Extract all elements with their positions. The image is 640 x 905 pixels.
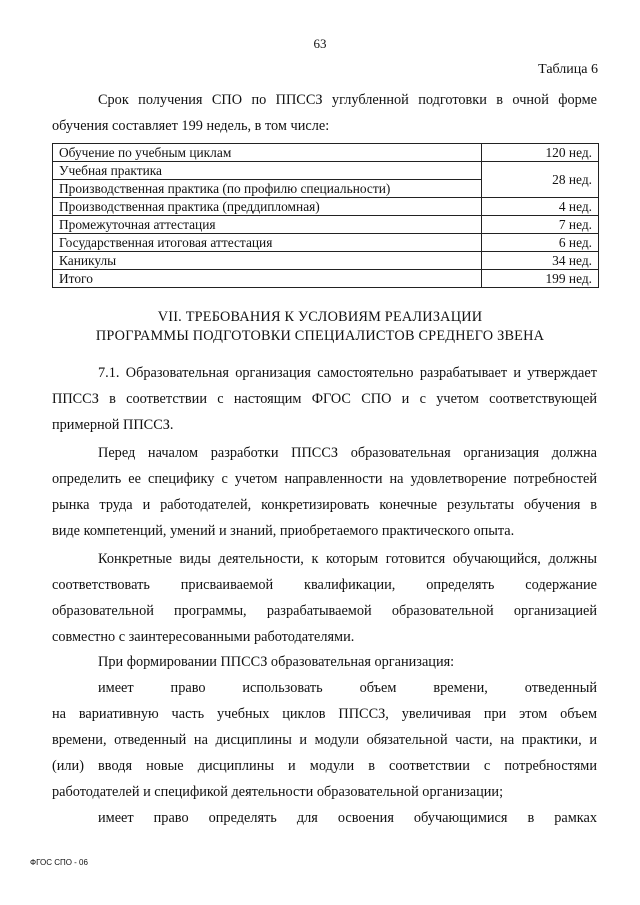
text-line: При формировании ППССЗ образовательная организация: [98, 654, 455, 670]
text-line: виде компетенций, умений и знаний, приобретаемого практического опыта. [52, 523, 515, 539]
text-line: рынка труда и работодателей, конкретизировать конечные результаты обучения в [52, 497, 597, 513]
table-6 [52, 143, 599, 288]
table-row [53, 252, 599, 270]
row-value: 28 нед. [482, 162, 599, 198]
row-value: 120 нед. [482, 144, 599, 162]
row-label: Производственная практика (преддипломная) [53, 198, 482, 216]
section-heading [0, 308, 640, 346]
text-line: совместно с заинтересованными работодателями. [52, 629, 355, 645]
table-row [53, 270, 599, 288]
text-line: определить ее специфику с учетом направленности на удовлетворение потребностей [52, 471, 597, 487]
text-line: соответствовать присваиваемой квалификации, определять содержание [52, 577, 597, 593]
table-row [53, 216, 599, 234]
section-heading-line: VII. ТРЕБОВАНИЯ К УСЛОВИЯМ РЕАЛИЗАЦИИ [157, 309, 483, 325]
text-line: ППССЗ в соответствии с настоящим ФГОС СПО и с учетом соответствующей [52, 391, 597, 407]
row-label: Промежуточная аттестация [53, 216, 482, 234]
paragraph [52, 440, 597, 544]
table-row [53, 162, 599, 180]
table-row [53, 234, 599, 252]
text-line: образовательной программы, разрабатываемой образовательной организацией [52, 603, 597, 619]
intro-line: Срок получения СПО по ППССЗ углубленной подготовки в очной форме [98, 92, 597, 108]
row-value: 4 нед. [482, 198, 599, 216]
row-label: Учебная практика [53, 162, 482, 180]
page-number: 63 [313, 36, 327, 51]
row-value: 7 нед. [482, 216, 599, 234]
paragraph [52, 649, 597, 675]
paragraph-7-1 [52, 360, 597, 438]
section-heading-line: ПРОГРАММЫ ПОДГОТОВКИ СПЕЦИАЛИСТОВ СРЕДНЕГО ЗВЕНА [95, 328, 545, 344]
row-label: Обучение по учебным циклам [53, 144, 482, 162]
text-line: примерной ППССЗ. [52, 417, 174, 433]
text-line: на вариативную часть учебных циклов ППССЗ, увеличивая при этом объем [52, 706, 597, 722]
text-line: Конкретные виды деятельности, к которым готовится обучающийся, должны [98, 551, 597, 567]
row-label: Итого [53, 270, 482, 288]
text-line: времени, отведенный на дисциплины и модули обязательной части, на практики, и [52, 732, 597, 748]
row-label: Государственная итоговая аттестация [53, 234, 482, 252]
paragraph [52, 805, 597, 831]
intro-paragraph [52, 87, 597, 139]
row-label: Производственная практика (по профилю специальности) [53, 180, 482, 198]
text-line: имеет право использовать объем времени, отведенный [98, 680, 597, 696]
table-label: Таблица 6 [538, 62, 598, 77]
paragraph [52, 675, 597, 805]
footer-code: ФГОС СПО - 06 [30, 858, 88, 867]
text-line: 7.1. Образовательная организация самостоятельно разрабатывает и утверждает [98, 365, 597, 381]
row-value: 199 нед. [482, 270, 599, 288]
paragraph [52, 546, 597, 650]
text-line: работодателей и спецификой деятельности образовательной организации; [52, 784, 504, 800]
text-line: имеет право определять для освоения обучающимися в рамках [98, 810, 597, 826]
table-row [53, 198, 599, 216]
table-row [53, 144, 599, 162]
row-label: Каникулы [53, 252, 482, 270]
intro-line: обучения составляет 199 недель, в том числе: [52, 118, 330, 134]
row-value: 6 нед. [482, 234, 599, 252]
row-value: 34 нед. [482, 252, 599, 270]
text-line: Перед началом разработки ППССЗ образовательная организация должна [98, 445, 597, 461]
text-line: (или) вводя новые дисциплины и модули в соответствии с потребностями [52, 758, 597, 774]
